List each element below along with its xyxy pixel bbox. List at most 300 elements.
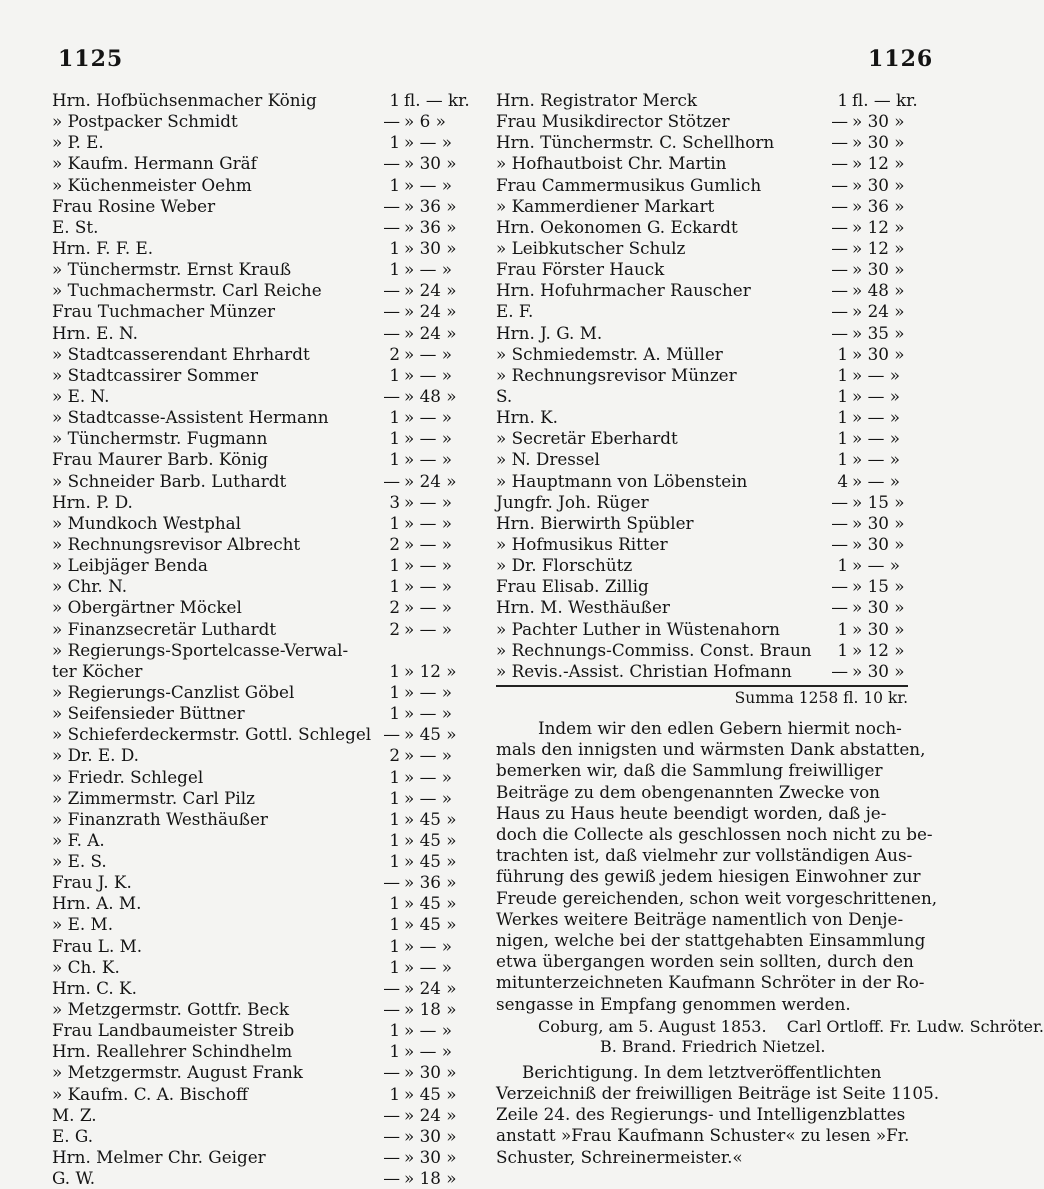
amount-gulden: — — [831, 259, 848, 280]
donor-name: Hrn. Hofuhrmacher Rauscher — [496, 280, 751, 301]
amount-gulden: 1 — [389, 576, 400, 597]
amount-kreuzer: » — » — [852, 407, 900, 428]
amount-kreuzer: » 30 » — [852, 132, 905, 153]
amount-kreuzer: » 18 » — [404, 999, 457, 1020]
amount-kreuzer: » 48 » — [404, 385, 457, 406]
donor-row — [496, 640, 908, 661]
amount-kreuzer: » — » — [404, 597, 452, 618]
amount-kreuzer: » — » — [852, 449, 900, 470]
amount-gulden: 1 — [389, 681, 400, 702]
donor-name: Frau Tuchmacher Münzer — [52, 301, 276, 322]
donor-name: » Kaufm. Hermann Gräf — [52, 153, 257, 174]
amount-kreuzer: » — » — [404, 533, 452, 554]
donor-row — [52, 513, 472, 534]
amount-kreuzer: » 45 » — [404, 808, 457, 829]
amount-kreuzer: » 36 » — [404, 872, 457, 893]
donor-row — [496, 323, 908, 344]
donor-row — [52, 809, 472, 830]
donor-row — [52, 914, 472, 935]
amount-gulden: — — [831, 237, 848, 258]
donor-row — [52, 1168, 472, 1189]
donor-name: » Seifensieder Büttner — [52, 703, 245, 724]
amount-kreuzer: » — » — [404, 449, 452, 470]
donor-name: » Secretär Eberhardt — [496, 428, 678, 449]
donor-name: Frau Musikdirector Stötzer — [496, 111, 730, 132]
donor-name: » Revis.-Assist. Christian Hofmann — [496, 660, 792, 681]
amount-gulden: — — [383, 1104, 400, 1125]
amount-kreuzer: » 30 » — [852, 512, 905, 533]
donor-row — [496, 534, 908, 555]
amount-kreuzer: » 36 » — [404, 216, 457, 237]
donor-name: » Dr. Florschütz — [496, 555, 633, 576]
amount-kreuzer: fl. — kr. — [852, 90, 918, 110]
amount-kreuzer: » — » — [404, 956, 452, 977]
amount-kreuzer: » 6 » — [404, 111, 446, 132]
donor-name: » Tuchmachermstr. Carl Reiche — [52, 280, 322, 301]
donor-row — [496, 428, 908, 449]
donor-name: » Finanzrath Westhäußer — [52, 808, 268, 829]
correction-notice — [496, 1061, 940, 1168]
amount-kreuzer: » — » — [404, 576, 452, 597]
thanks-paragraph — [496, 717, 938, 1015]
amount-gulden: 1 — [389, 703, 400, 724]
amount-gulden: — — [383, 111, 400, 132]
amount-gulden: — — [383, 1062, 400, 1083]
donor-row — [496, 344, 908, 365]
amount-kreuzer: » 24 » — [404, 301, 457, 322]
amount-kreuzer: » 30 » — [852, 533, 905, 554]
donor-name: Frau Elisab. Zillig — [496, 576, 649, 597]
donor-name: » Chr. N. — [52, 576, 128, 597]
donor-row — [52, 745, 472, 766]
paragraph-line: etwa übergangen worden sein sollten, durch den — [496, 951, 914, 972]
amount-kreuzer: » — » — [404, 681, 452, 702]
amount-gulden: — — [831, 576, 848, 597]
donor-row — [52, 280, 472, 301]
donor-name: Hrn. F. F. E. — [52, 237, 154, 258]
amount-gulden: 1 — [389, 787, 400, 808]
amount-kreuzer: » — » — [404, 364, 452, 385]
amount-gulden: — — [831, 491, 848, 512]
amount-kreuzer: » — » — [404, 618, 452, 639]
donor-row — [496, 619, 908, 640]
donor-row — [496, 238, 908, 259]
amount-gulden: 1 — [837, 449, 848, 470]
amount-kreuzer: » 36 » — [404, 195, 457, 216]
amount-kreuzer: » — » — [404, 1041, 452, 1062]
amount-kreuzer: » — » — [404, 259, 452, 280]
correction-line: Berichtigung. In dem letztveröffentlichten — [522, 1061, 882, 1082]
donor-row — [52, 386, 472, 407]
amount-gulden: 1 — [389, 555, 400, 576]
amount-kreuzer: » — » — [852, 555, 900, 576]
amount-kreuzer: » — » — [404, 787, 452, 808]
donor-row — [52, 344, 472, 365]
amount-kreuzer: » — » — [404, 555, 452, 576]
donor-name: M. Z. — [52, 1104, 97, 1125]
paragraph-line: bemerken wir, daß die Sammlung freiwilliger — [496, 760, 883, 781]
donor-name: » Zimmermstr. Carl Pilz — [52, 787, 255, 808]
donor-row — [52, 893, 472, 914]
amount-kreuzer: » 30 » — [852, 343, 905, 364]
donor-row — [52, 830, 472, 851]
donor-name: » Ch. K. — [52, 956, 120, 977]
donor-row — [52, 492, 472, 513]
amount-gulden: 2 — [389, 745, 400, 766]
amount-gulden: — — [383, 322, 400, 343]
donor-name: » Hofhautboist Chr. Martin — [496, 153, 727, 174]
donor-name: E. St. — [52, 216, 99, 237]
amount-kreuzer: » 30 » — [404, 237, 457, 258]
amount-kreuzer: » 45 » — [404, 851, 457, 872]
amount-gulden: 1 — [389, 364, 400, 385]
amount-gulden: 1 — [389, 1020, 400, 1041]
donor-name: » Tünchermstr. Ernst Krauß — [52, 259, 292, 280]
amount-gulden: 1 — [389, 449, 400, 470]
amount-gulden: 1 — [389, 407, 400, 428]
amount-kreuzer: » — » — [404, 174, 452, 195]
donor-name: Hrn. Bierwirth Spübler — [496, 512, 694, 533]
amount-gulden: — — [831, 111, 848, 132]
donor-name: » Finanzsecretär Luthardt — [52, 618, 277, 639]
paragraph-line: nigen, welche bei der stattgehabten Einsammlung — [496, 929, 926, 950]
donor-row — [496, 492, 908, 513]
amount-kreuzer: » 12 » — [852, 153, 905, 174]
donor-row — [496, 597, 908, 618]
donor-name: » Schneider Barb. Luthardt — [52, 470, 287, 491]
donor-row — [52, 767, 472, 788]
donor-name: » Stadtcasserendant Ehrhardt — [52, 343, 310, 364]
amount-gulden: 1 — [389, 893, 400, 914]
amount-kreuzer: » — » — [404, 703, 452, 724]
donor-name: Hrn. J. G. M. — [496, 322, 603, 343]
amount-kreuzer: » 45 » — [404, 724, 457, 745]
donor-row — [52, 619, 472, 640]
donor-name: » Küchenmeister Oehm — [52, 174, 252, 195]
amount-gulden: 1 — [389, 914, 400, 935]
amount-kreuzer: » 15 » — [852, 491, 905, 512]
donor-name: » Rechnungsrevisor Albrecht — [52, 533, 301, 554]
amount-gulden: — — [383, 301, 400, 322]
amount-gulden: — — [831, 301, 848, 322]
donor-row — [496, 513, 908, 534]
amount-gulden: 1 — [389, 851, 400, 872]
amount-gulden: — — [383, 872, 400, 893]
donor-name: » E. N. — [52, 385, 110, 406]
correction-line: Schuster, Schreinermeister.« — [496, 1146, 743, 1167]
amount-gulden: — — [383, 1168, 400, 1189]
donor-name: G. W. — [52, 1168, 96, 1189]
amount-kreuzer — [404, 640, 468, 661]
donor-row — [52, 407, 472, 428]
donor-row — [52, 724, 472, 745]
date-and-signatures — [496, 1016, 1044, 1058]
donor-row — [52, 534, 472, 555]
page-number-right: 1126 — [868, 46, 934, 72]
amount-gulden: 1 — [389, 428, 400, 449]
donor-row — [52, 555, 472, 576]
amount-gulden: — — [383, 1125, 400, 1146]
amount-kreuzer: » 48 » — [852, 280, 905, 301]
donor-row — [52, 703, 472, 724]
donor-row — [52, 301, 472, 322]
amount-kreuzer: » — » — [852, 470, 900, 491]
donor-name: Frau Rosine Weber — [52, 195, 216, 216]
amount-gulden: — — [383, 153, 400, 174]
donor-row — [52, 872, 472, 893]
donor-name: Hrn. Tünchermstr. C. Schellhorn — [496, 132, 775, 153]
amount-gulden: — — [383, 724, 400, 745]
amount-kreuzer: » 12 » — [404, 660, 457, 681]
donor-name: Hrn. Melmer Chr. Geiger — [52, 1147, 266, 1168]
donor-name: » Metzgermstr. Gottfr. Beck — [52, 999, 289, 1020]
amount-gulden: — — [383, 977, 400, 998]
amount-kreuzer: » 24 » — [404, 1104, 457, 1125]
donor-row — [52, 175, 472, 196]
amount-gulden: 1 — [389, 132, 400, 153]
donor-name: E. F. — [496, 301, 534, 322]
donor-name: » Metzgermstr. August Frank — [52, 1062, 303, 1083]
paragraph-line: Freude gereichenden, schon weit vorgeschrittenen, — [496, 887, 938, 908]
amount-gulden: 1 — [837, 639, 848, 660]
donor-name: E. G. — [52, 1125, 94, 1146]
amount-kreuzer: » 30 » — [852, 660, 905, 681]
amount-kreuzer: » 24 » — [404, 470, 457, 491]
donor-row — [52, 111, 472, 132]
amount-kreuzer: » 18 » — [404, 1168, 457, 1189]
donor-name: » N. Dressel — [496, 449, 600, 470]
amount-gulden: 1 — [389, 259, 400, 280]
donor-name: » Friedr. Schlegel — [52, 766, 204, 787]
amount-kreuzer: » 30 » — [404, 1125, 457, 1146]
amount-gulden: 1 — [389, 237, 400, 258]
donor-name: Frau Cammermusikus Gumlich — [496, 174, 762, 195]
amount-kreuzer: » — » — [404, 343, 452, 364]
donor-row — [496, 407, 908, 428]
paragraph-line: trachten ist, daß vielmehr zur vollständigen Aus- — [496, 845, 913, 866]
donor-name: Hrn. Oekonomen G. Eckardt — [496, 216, 738, 237]
amount-kreuzer: » 30 » — [852, 259, 905, 280]
donor-name: Hrn. Registrator Merck — [496, 90, 698, 110]
donor-name: » Kaufm. C. A. Bischoff — [52, 1083, 248, 1104]
correction-line: Zeile 24. des Regierungs- und Intelligenzblattes — [496, 1104, 906, 1125]
page-number-left: 1125 — [58, 46, 124, 72]
amount-gulden: — — [383, 280, 400, 301]
amount-gulden: — — [831, 660, 848, 681]
amount-gulden: 3 — [389, 491, 400, 512]
paragraph-line: mitunterzeichneten Kaufmann Schröter in der Ro- — [496, 972, 925, 993]
amount-gulden: 1 — [389, 808, 400, 829]
paragraph-line: Beiträge zu dem obengenannten Zwecke von — [496, 781, 880, 802]
donor-row — [52, 597, 472, 618]
amount-gulden: — — [831, 322, 848, 343]
donor-name: Hrn. Reallehrer Schindhelm — [52, 1041, 293, 1062]
donor-row — [52, 471, 472, 492]
amount-kreuzer: » 24 » — [404, 322, 457, 343]
amount-gulden: — — [383, 999, 400, 1020]
donor-row — [52, 132, 472, 153]
amount-gulden: 1 — [837, 343, 848, 364]
amount-kreuzer: » — » — [404, 1020, 452, 1041]
donor-row — [52, 1126, 472, 1147]
amount-kreuzer: » — » — [404, 428, 452, 449]
paragraph-line: Haus zu Haus heute beendigt worden, daß je- — [496, 802, 887, 823]
amount-kreuzer: » 12 » — [852, 639, 905, 660]
donor-name: Hrn. M. Westhäußer — [496, 597, 670, 618]
amount-gulden: — — [383, 385, 400, 406]
amount-gulden: 1 — [389, 90, 400, 110]
amount-kreuzer: » 24 » — [404, 280, 457, 301]
donor-row — [496, 132, 908, 153]
amount-kreuzer: » — » — [404, 766, 452, 787]
donor-row — [52, 999, 472, 1020]
donor-row — [52, 1062, 472, 1083]
paragraph-line: Werkes weitere Beiträge namentlich von Denje- — [496, 908, 904, 929]
amount-kreuzer: » 30 » — [852, 618, 905, 639]
donor-name: » E. S. — [52, 851, 107, 872]
donor-name: » Hauptmann von Löbenstein — [496, 470, 748, 491]
donor-name: Frau J. K. — [52, 872, 132, 893]
amount-kreuzer: » — » — [404, 512, 452, 533]
donor-row — [52, 682, 472, 703]
amount-kreuzer: » 30 » — [404, 1147, 457, 1168]
amount-gulden: — — [831, 174, 848, 195]
amount-gulden: 1 — [837, 364, 848, 385]
donor-row — [52, 259, 472, 280]
amount-gulden: 2 — [389, 618, 400, 639]
donor-name: » Rechnungsrevisor Münzer — [496, 364, 737, 385]
donor-name: » Postpacker Schmidt — [52, 111, 238, 132]
amount-kreuzer: » — » — [404, 407, 452, 428]
summa-total: Summa 1258 fl. 10 kr. — [496, 685, 908, 710]
amount-kreuzer: » 45 » — [404, 829, 457, 850]
amount-gulden: 1 — [837, 90, 848, 110]
donor-name: Hrn. C. K. — [52, 977, 137, 998]
donor-name: » Kammerdiener Markart — [496, 195, 715, 216]
donor-row — [496, 471, 908, 492]
amount-gulden: — — [831, 533, 848, 554]
donor-name: S. — [496, 385, 513, 406]
amount-kreuzer: » 30 » — [852, 111, 905, 132]
amount-gulden: 1 — [389, 174, 400, 195]
donor-name: » Regierungs-Sportelcasse-Verwal- — [52, 639, 349, 660]
amount-gulden: — — [831, 132, 848, 153]
amount-kreuzer: » — » — [404, 491, 452, 512]
donor-name: Hrn. Hofbüchsenmacher König — [52, 90, 317, 110]
amount-kreuzer: » 36 » — [852, 195, 905, 216]
donor-row — [52, 851, 472, 872]
amount-kreuzer: » — » — [852, 428, 900, 449]
amount-gulden: — — [831, 280, 848, 301]
donor-name: » Stadtcasse-Assistent Hermann — [52, 407, 329, 428]
donor-name: » Hofmusikus Ritter — [496, 533, 668, 554]
amount-gulden: — — [831, 153, 848, 174]
amount-kreuzer: » 30 » — [404, 1062, 457, 1083]
amount-gulden: 1 — [837, 407, 848, 428]
right-donor-list — [496, 90, 918, 682]
amount-kreuzer: » 24 » — [852, 301, 905, 322]
donor-row — [52, 196, 472, 217]
amount-kreuzer: » 45 » — [404, 1083, 457, 1104]
donor-name: » Dr. E. D. — [52, 745, 140, 766]
donor-name: » Tünchermstr. Fugmann — [52, 428, 268, 449]
paragraph-line: Indem wir den edlen Gebern hiermit noch- — [538, 717, 902, 738]
donor-row — [52, 1105, 472, 1126]
donor-row — [496, 386, 908, 407]
donor-name: Frau Förster Hauck — [496, 259, 665, 280]
amount-kreuzer: » 15 » — [852, 576, 905, 597]
amount-kreuzer: » 12 » — [852, 216, 905, 237]
donor-name: Jungfr. Joh. Rüger — [496, 491, 649, 512]
donor-row — [496, 365, 908, 386]
paragraph-line: sengasse in Empfang genommen werden. — [496, 993, 851, 1014]
donor-row — [52, 957, 472, 978]
donor-name: Frau Landbaumeister Streib — [52, 1020, 295, 1041]
amount-kreuzer: » 30 » — [852, 597, 905, 618]
donor-row — [496, 555, 908, 576]
amount-gulden: 1 — [389, 956, 400, 977]
amount-gulden: 1 — [389, 1041, 400, 1062]
amount-gulden: — — [383, 216, 400, 237]
amount-kreuzer: » — » — [404, 935, 452, 956]
donor-name: » Regierungs-Canzlist Göbel — [52, 681, 295, 702]
amount-gulden: — — [831, 216, 848, 237]
correction-line: Verzeichniß der freiwilligen Beiträge ist Seite 1105. — [496, 1082, 940, 1103]
amount-gulden: 1 — [837, 555, 848, 576]
amount-kreuzer: » — » — [852, 385, 900, 406]
date-place: Coburg, am 5. August 1853. — [538, 1016, 767, 1036]
amount-kreuzer: » 45 » — [404, 893, 457, 914]
correction-line: anstatt »Frau Kaufmann Schuster« zu lesen »Fr. — [496, 1125, 910, 1146]
donor-row — [52, 449, 472, 470]
donor-name: Hrn. P. D. — [52, 491, 133, 512]
amount-kreuzer: » 30 » — [404, 153, 457, 174]
amount-gulden: 2 — [389, 533, 400, 554]
donor-name: » Rechnungs-Commiss. Const. Braun — [496, 639, 812, 660]
donor-row — [52, 788, 472, 809]
amount-gulden: — — [831, 195, 848, 216]
amount-kreuzer: » 30 » — [852, 174, 905, 195]
donor-name: » P. E. — [52, 132, 104, 153]
donor-row — [496, 153, 908, 174]
donor-row — [496, 90, 918, 111]
donor-row — [52, 1041, 472, 1062]
paragraph-line: doch die Collecte als geschlossen noch nicht zu be- — [496, 823, 933, 844]
donor-row — [52, 428, 472, 449]
amount-gulden: 1 — [389, 829, 400, 850]
amount-gulden: 1 — [837, 428, 848, 449]
donor-row — [52, 661, 472, 682]
donor-name: Frau Maurer Barb. König — [52, 449, 268, 470]
donor-name: Frau L. M. — [52, 935, 143, 956]
donor-row — [496, 259, 908, 280]
donor-row — [52, 153, 472, 174]
donor-row — [52, 576, 472, 597]
donor-row — [496, 301, 908, 322]
donor-row — [496, 661, 908, 682]
amount-gulden: 1 — [389, 1083, 400, 1104]
donor-row — [496, 576, 908, 597]
donor-name: » Leibkutscher Schulz — [496, 237, 686, 258]
donor-row — [52, 978, 472, 999]
amount-kreuzer: » — » — [404, 132, 452, 153]
amount-gulden: 1 — [837, 385, 848, 406]
donor-name: » Pachter Luther in Wüstenahorn — [496, 618, 780, 639]
donor-row — [52, 217, 472, 238]
amount-gulden: — — [831, 512, 848, 533]
amount-gulden: — — [383, 470, 400, 491]
amount-kreuzer: fl. — kr. — [404, 90, 470, 110]
